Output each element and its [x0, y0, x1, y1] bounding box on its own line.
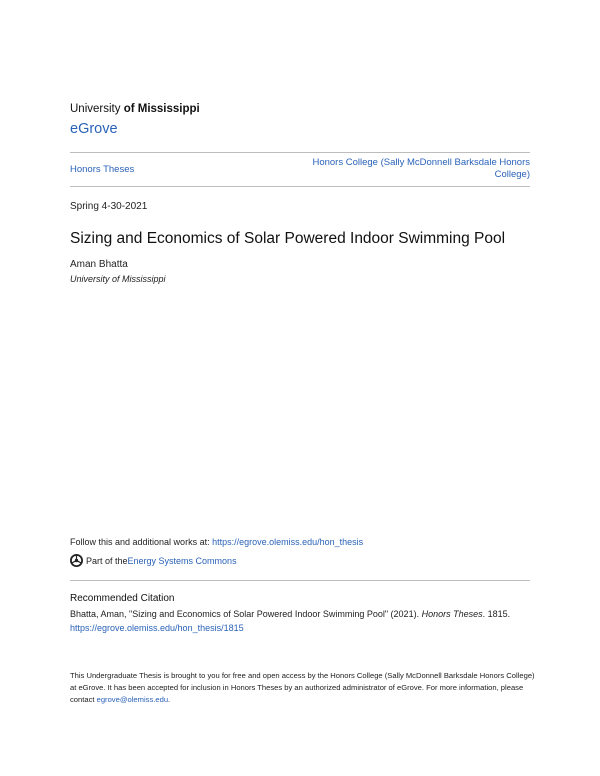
collections-divider: [70, 186, 530, 187]
part-of-line: [70, 554, 237, 567]
author-affiliation: University of Mississippi: [70, 274, 166, 284]
honors-theses-link[interactable]: Honors Theses: [70, 164, 135, 175]
author-name: Aman Bhatta: [70, 259, 128, 270]
publication-date: Spring 4-30-2021: [70, 201, 148, 212]
recommended-citation-heading: Recommended Citation: [70, 593, 175, 604]
contact-email-link[interactable]: egrove@olemiss.edu: [96, 695, 169, 704]
top-divider: [70, 152, 530, 153]
access-notice: This Undergraduate Thesis is brought to you for free and open access by the Honors College (Sally McDonnell Barksdale Honors College) at eGrove. It has been accepted for inclusion in Honors Theses by an authorized administrator of eGrove. For more information, please contact egrove@olemiss.edu.: [70, 671, 535, 704]
commons-network-icon: [70, 554, 83, 567]
follow-url-link[interactable]: https://egrove.olemiss.edu/hon_thesis: [212, 537, 364, 547]
citation-divider: [70, 580, 530, 581]
citation-series: Honors Theses: [421, 609, 483, 619]
part-of-prefix: Part of the: [86, 555, 128, 566]
follow-line: [70, 537, 363, 547]
energy-systems-commons-link[interactable]: Energy Systems Commons: [127, 555, 237, 566]
honors-college-link[interactable]: Honors College (Sally McDonnell Barksdale Honors College): [312, 157, 530, 180]
citation-url-link[interactable]: https://egrove.olemiss.edu/hon_thesis/1815: [70, 623, 244, 633]
egrove-link[interactable]: eGrove: [70, 121, 118, 137]
paper-title: Sizing and Economics of Solar Powered Indoor Swimming Pool: [70, 230, 506, 247]
follow-prefix: Follow this and additional works at:: [70, 537, 213, 547]
citation-text: Bhatta, Aman, "Sizing and Economics of Solar Powered Indoor Swimming Pool" (2021). Honors Theses. 1815. https://egrove.olemiss.edu/hon_thesis/1815: [70, 609, 511, 633]
institution-name: University of Mississippi: [70, 103, 200, 115]
